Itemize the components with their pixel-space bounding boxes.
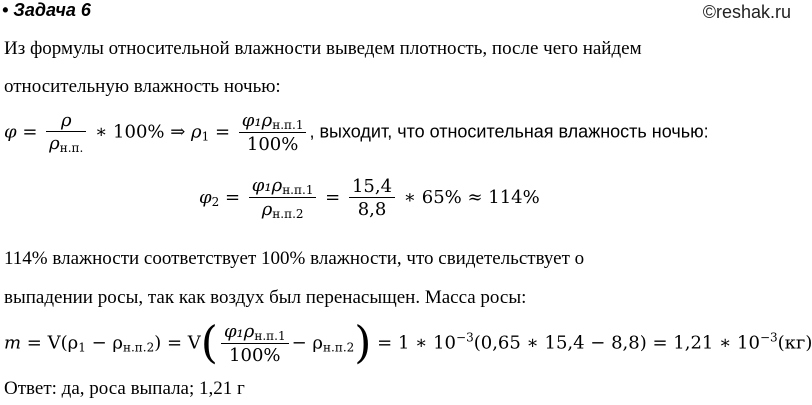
fraction-phi1-rho: $\frac{\varphi_1\rho_{н.п.1}}{100\%}$ bbox=[221, 321, 289, 366]
formula-comment: , выходит, что относительная влажность ночью: bbox=[309, 121, 709, 142]
paragraph-line-3: 114% влажности соответствует 100% влажности, что свидетельствует о bbox=[4, 248, 585, 269]
paragraph-line-4: выпадении росы, так как воздух был перенасыщен. Масса росы: bbox=[4, 287, 527, 308]
phi-symbol: φ bbox=[4, 121, 17, 143]
fraction-rho-over-rho-np: $\frac{\rho}{\rho_{н.п.}}$ bbox=[46, 110, 86, 155]
paragraph-line-2: относительную влажность ночью: bbox=[4, 76, 281, 97]
left-paren: ( bbox=[200, 317, 218, 369]
equals: = bbox=[16, 121, 44, 143]
formula-dew-mass: $m = V(\rho_1 - \rho_{н.п.2}) = V$( $\frac{\varphi_1\rho_{н.п.1}}{100\%}$ − $\rho_{н.п.2}) = 1$ ∗ $10^{-3}(0,65$ ∗ 15,4 − 8,8) = 1,21 ∗ $10^{-3}(кг)$ bbox=[4, 317, 812, 369]
times-100-implies: ∗ 100% ⇒ bbox=[89, 121, 192, 143]
fraction-values: $\frac{15,4}{8,8}$ bbox=[349, 176, 395, 220]
answer-line: Ответ: да, роса выпала; 1,21 г bbox=[4, 378, 245, 399]
right-paren: ) bbox=[354, 317, 372, 369]
problem-title: • Задача 6 bbox=[2, 0, 91, 20]
formula-density: φ = $\frac{\rho}{\rho_{н.п.}}$ ∗ 100% ⇒ $\rho_1$ = $\frac{\varphi_1\rho_{н.п.1}}{100\%}$ , выходит, что относительная влажность ночью: bbox=[4, 110, 709, 155]
paragraph-line-1: Из формулы относительной влажности выведем плотность, после чего найдем bbox=[4, 38, 642, 59]
watermark: ©reshak.ru bbox=[702, 2, 791, 22]
fraction-phi2: $\frac{\varphi_1\rho_{н.п.1}}{\rho_{н.п.2}}$ bbox=[249, 175, 317, 221]
fraction-rho1: $\frac{\varphi_1\rho_{н.п.1}}{100\%}$ bbox=[239, 110, 307, 155]
formula-humidity-night: $\varphi_2$ = $\frac{\varphi_1\rho_{н.п.1}}{\rho_{н.п.2}}$ = $\frac{15,4}{8,8}$ ∗ 65% ≈ 114% bbox=[199, 175, 540, 221]
